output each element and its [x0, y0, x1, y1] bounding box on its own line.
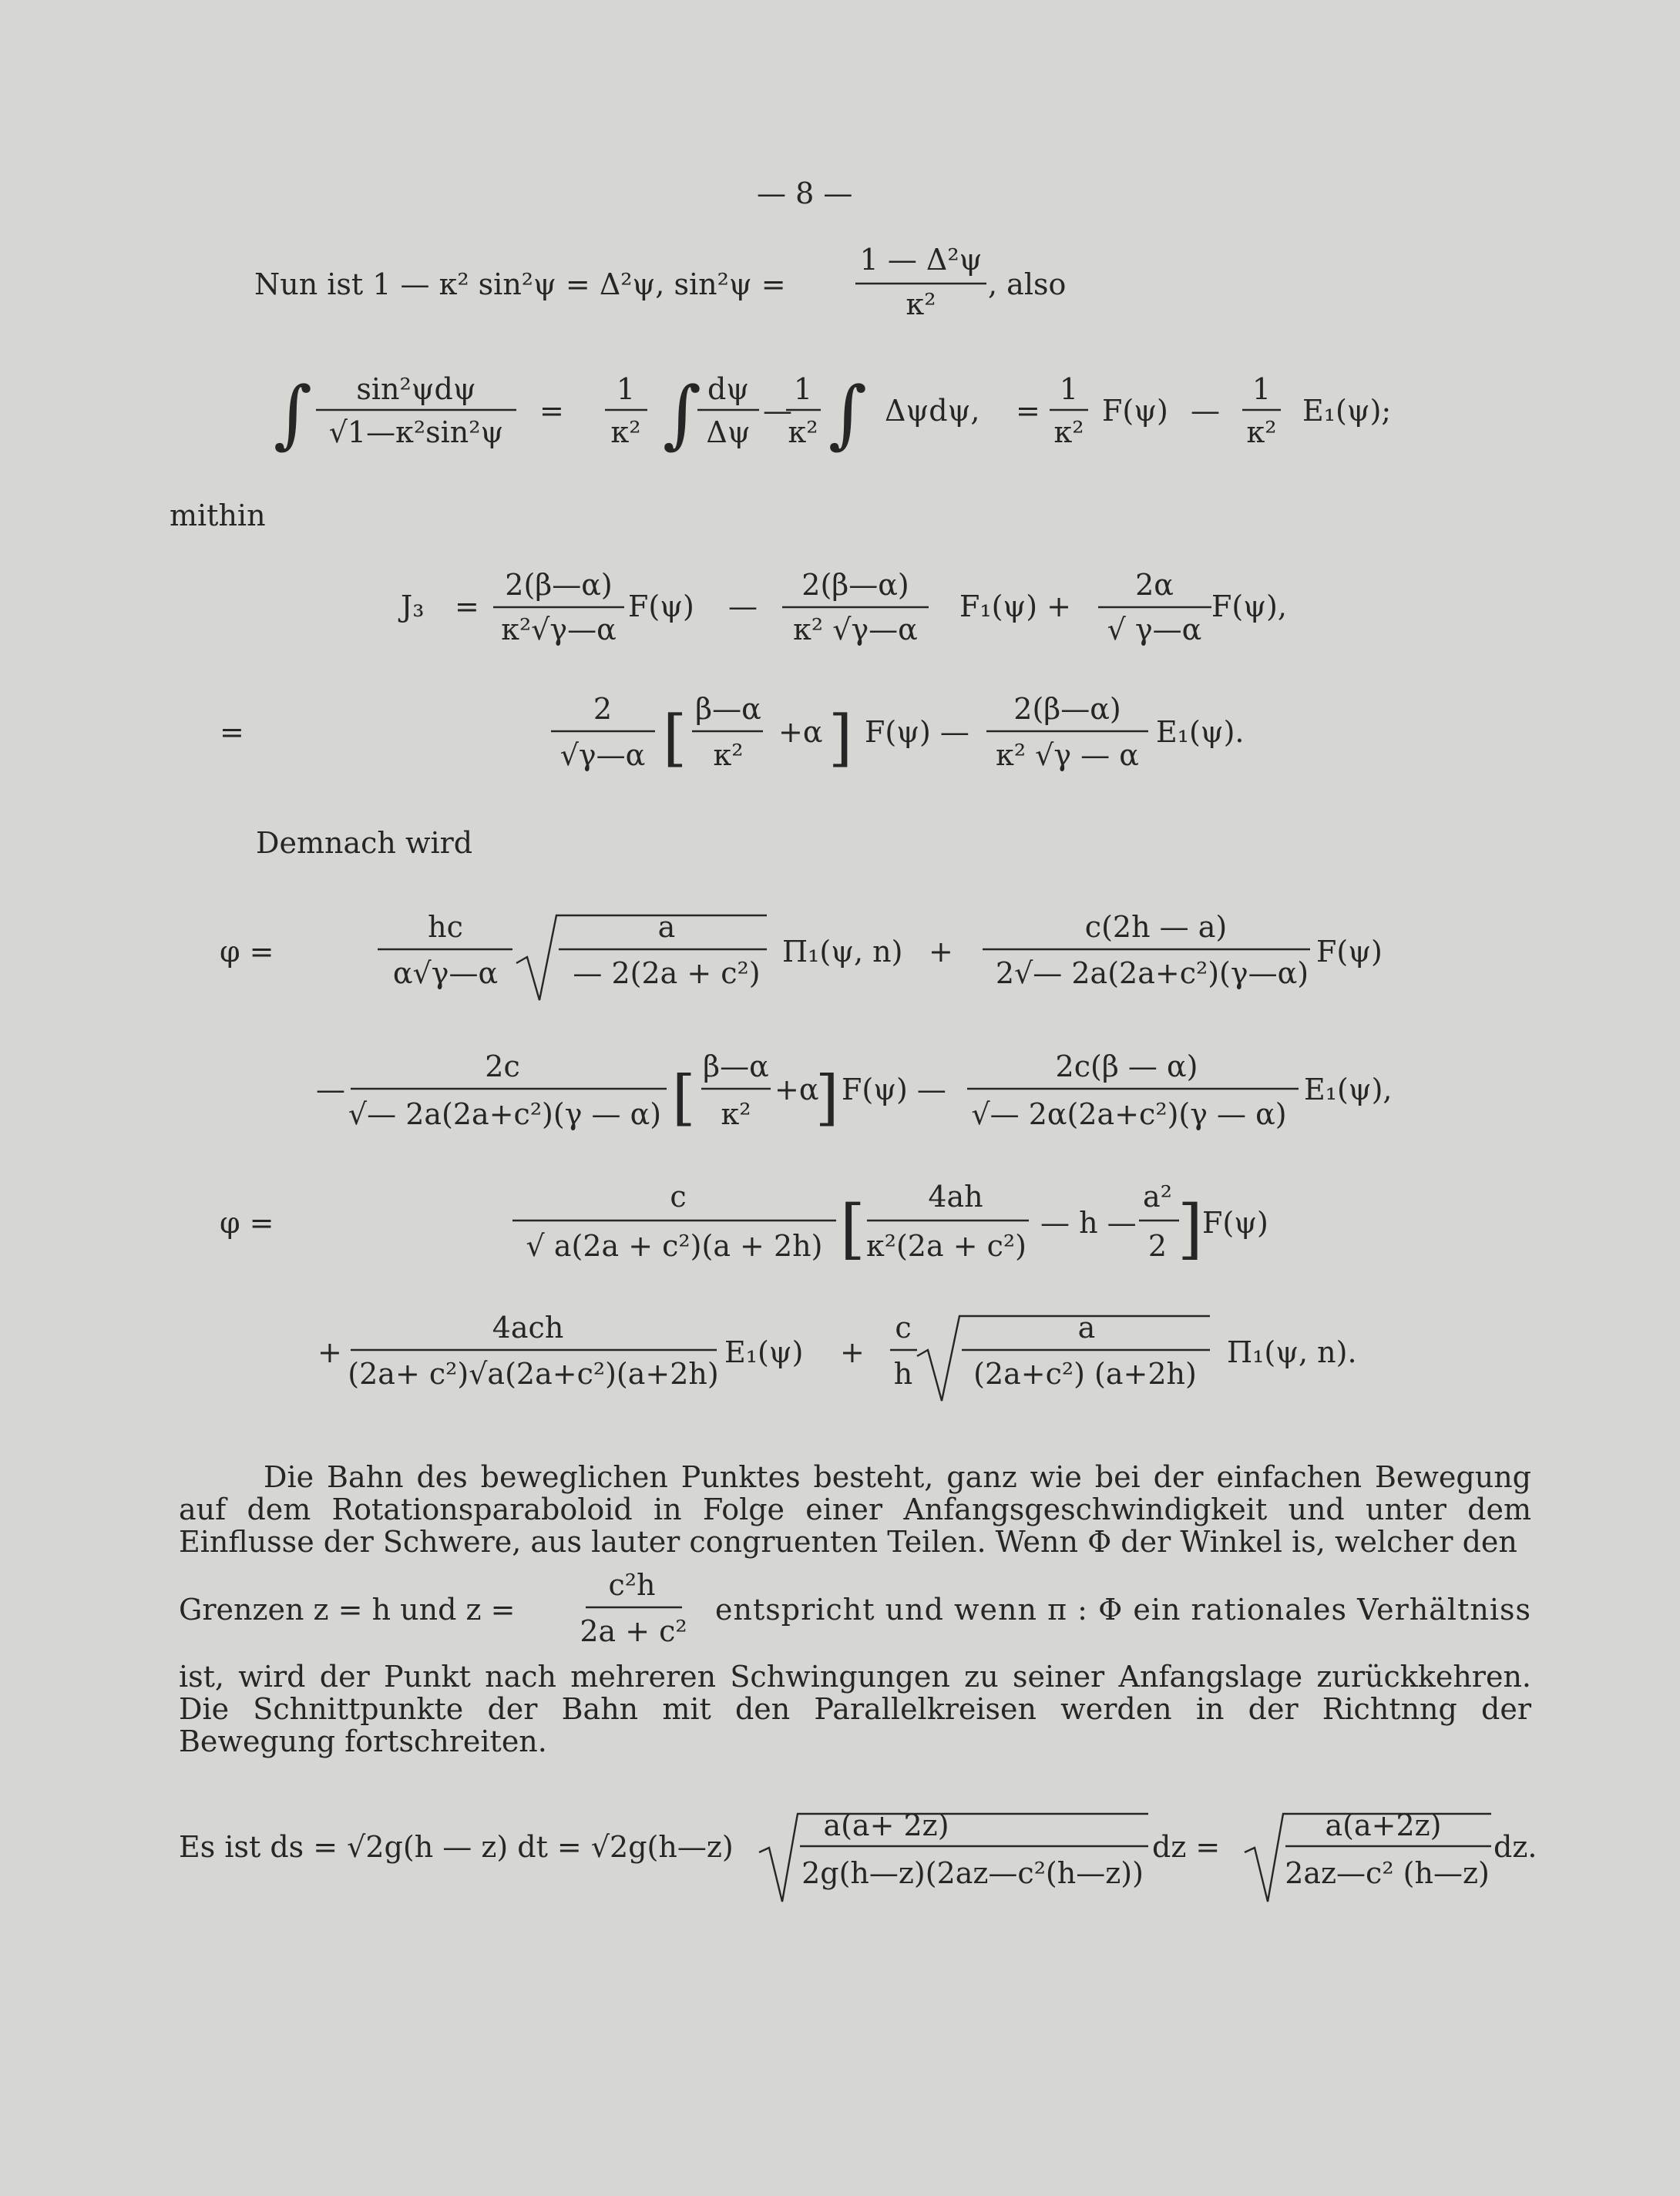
- grenzen-line: [0, 1564, 1680, 1657]
- formula-phi-2-continued: [0, 1302, 1680, 1410]
- phi1-t2: F(ψ): [1316, 935, 1383, 969]
- j3-f2-num: 2(β—α): [801, 568, 909, 602]
- j3-f2-tail: F₁(ψ) +: [959, 589, 1071, 623]
- j3-svg: [0, 562, 1680, 663]
- integral-sign-2: ∫: [663, 371, 702, 457]
- j3-f1-num: 2(β—α): [505, 568, 613, 602]
- ds-mid: dz =: [1152, 1830, 1221, 1864]
- word-mithin: mithin: [170, 499, 266, 532]
- phi2-f2-num: 4ah: [928, 1180, 983, 1214]
- phi2b-f2-num: c: [895, 1311, 912, 1345]
- phi2-lbracket: [: [840, 1191, 865, 1267]
- phi1b-f1-den: √— 2a(2a+c²)(γ — α): [348, 1097, 662, 1131]
- phi1b-svg: [0, 1044, 1680, 1144]
- j3b-svg: [0, 682, 1680, 790]
- intro-lead: Nun ist 1 — κ² sin²ψ = Δ²ψ, sin²ψ =: [254, 267, 786, 301]
- phi1-f1-num: hc: [428, 910, 463, 944]
- formula-phi-1: [0, 902, 1680, 1009]
- phi1b-inner-num: β—α: [703, 1049, 769, 1083]
- j3-f3-den: √ γ—α: [1107, 613, 1202, 646]
- phi1-sqrt-den: — 2(2a + c²): [573, 956, 761, 990]
- integral-c2-num: 1: [793, 372, 813, 406]
- phi2-f3-num: a²: [1143, 1180, 1172, 1214]
- grenzen-frac-num: c²h: [608, 1568, 656, 1602]
- integral-minus: —: [763, 394, 792, 428]
- ds-tail: dz.: [1494, 1830, 1537, 1864]
- formula-ds: [0, 1803, 1680, 1911]
- phi1-t1: Π₁(ψ, n): [782, 935, 903, 969]
- grenzen-tail: entspricht und wenn π : Φ ein rationales Verhältniss: [715, 1593, 1530, 1627]
- phi1-f2-num: c(2h — a): [1084, 910, 1228, 944]
- intro-frac-num: 1 — Δ²ψ: [859, 243, 983, 277]
- phi1b-f1-num: 2c: [485, 1049, 520, 1083]
- phi2b-f1-den: (2a+ c²)√a(2a+c²)(a+2h): [348, 1357, 719, 1391]
- integral-eq2: =: [1016, 394, 1040, 428]
- ds-sqrt1-den: 2g(h—z)(2az—c²(h—z)): [801, 1856, 1144, 1890]
- phi1-f2-den: 2√— 2a(2a+c²)(γ—α): [995, 956, 1309, 990]
- ds-sqrt1-num: a(a+ 2z): [823, 1808, 949, 1842]
- integral-t1: F(ψ): [1102, 394, 1168, 428]
- phi1b-t1: F(ψ) —: [842, 1073, 946, 1106]
- j3b-lbracket: [: [663, 702, 687, 774]
- ds-sqrt2-den: 2az—c² (h—z): [1285, 1856, 1490, 1890]
- phi2b-sqrt-den: (2a+c²) (a+2h): [973, 1357, 1197, 1391]
- formula-integral: [0, 362, 1680, 470]
- phi1b-inner-tail: +α: [774, 1073, 819, 1106]
- phi1-sqrt-num: a: [657, 910, 676, 944]
- formula-phi-2: [0, 1171, 1680, 1279]
- j3-f2-den: κ² √γ—α: [793, 613, 918, 646]
- j3b-tail: F(ψ) —: [865, 715, 969, 749]
- phi2-t1: F(ψ): [1202, 1206, 1268, 1240]
- intro-svg: [0, 243, 1680, 331]
- j3-f1-tail: F(ψ): [628, 589, 694, 623]
- integral-i2-den: Δψ: [706, 415, 751, 449]
- phi2-f1-num: c: [670, 1180, 687, 1214]
- integral-sign-1: ∫: [274, 371, 313, 457]
- formula-j3: [0, 562, 1680, 663]
- phi2b-t1: E₁(ψ): [724, 1335, 804, 1369]
- integral-i2-num: dψ: [707, 372, 750, 406]
- formula-j3-continued: [0, 682, 1680, 790]
- integral-c3-num: 1: [1059, 372, 1079, 406]
- intro-tail: , also: [988, 267, 1067, 301]
- phi1b-rbracket: ]: [815, 1063, 839, 1133]
- phi2b-sqrt-num: a: [1077, 1311, 1096, 1345]
- integral-t2: E₁(ψ);: [1302, 394, 1392, 428]
- j3b-f2-num: 2(β—α): [1013, 692, 1121, 726]
- integral-c2-den: κ²: [788, 415, 818, 449]
- phi1b-inner-den: κ²: [721, 1097, 751, 1131]
- integral-i3: Δψdψ,: [885, 394, 980, 428]
- phi2b-plus2: +: [840, 1335, 865, 1369]
- grenzen-lead: Grenzen z = h und z =: [179, 1593, 516, 1627]
- phi2b-svg: [0, 1302, 1680, 1410]
- integral-eq: =: [539, 394, 564, 428]
- phi1b-f2-num: 2c(β — α): [1055, 1049, 1198, 1083]
- phi2-rbracket: ]: [1178, 1191, 1203, 1267]
- ds-lead: Es ist ds = √2g(h — z) dt = √2g(h—z): [179, 1830, 734, 1864]
- j3b-f2-tail: E₁(ψ).: [1156, 715, 1245, 749]
- phi1-f1-den: α√γ—α: [392, 956, 499, 990]
- ds-svg: [0, 1803, 1680, 1911]
- grenzen-frac-den: 2a + c²: [580, 1614, 687, 1648]
- phi1-lhs: φ =: [220, 935, 274, 969]
- integral-minus2: —: [1191, 394, 1220, 428]
- j3b-inner-den: κ²: [713, 738, 744, 772]
- integral-lhs-den: √1—κ²sin²ψ: [328, 415, 504, 449]
- page-number: — 8 —: [757, 176, 853, 210]
- j3b-f2-den: κ² √γ — α: [996, 738, 1139, 772]
- j3-f3-tail: F(ψ),: [1211, 589, 1287, 623]
- phi1-svg: [0, 902, 1680, 1009]
- j3b-inner-num: β—α: [695, 692, 761, 726]
- phi2b-f2-den: h: [893, 1357, 913, 1391]
- grenzen-svg: [0, 1564, 1680, 1657]
- integral-c4-num: 1: [1252, 372, 1272, 406]
- j3b-inner-tail: +α: [778, 715, 823, 749]
- j3-eq: =: [455, 589, 479, 623]
- j3-minus: —: [728, 589, 758, 623]
- integral-c1-den: κ²: [610, 415, 641, 449]
- intro-line: [0, 243, 1680, 331]
- integral-svg: [0, 362, 1680, 470]
- integral-c1-num: 1: [616, 372, 636, 406]
- formula-phi-1-continued: [0, 1044, 1680, 1144]
- phi2-f3-den: 2: [1147, 1229, 1168, 1263]
- j3b-f1-num: 2: [593, 692, 613, 726]
- phi1b-minus: —: [316, 1073, 345, 1106]
- phi2b-t2: Π₁(ψ, n).: [1227, 1335, 1357, 1369]
- phi2-f1-den: √ a(2a + c²)(a + 2h): [526, 1229, 823, 1263]
- phi2-f2-den: κ²(2a + c²): [866, 1229, 1026, 1263]
- ds-sqrt2-num: a(a+2z): [1325, 1808, 1442, 1842]
- integral-sign-3: ∫: [828, 371, 868, 457]
- j3b-rbracket: ]: [828, 702, 853, 774]
- paragraph-bahn: Die Bahn des beweglichen Punktes besteht, ganz wie bei der einfachen Bewegung auf dem Rotationsparaboloid in Folge einer Anfangsgeschwindigkeit und unter dem Einflusse der Schwere, aus lauter congruenten Teilen. Wenn Φ der Winkel is, welcher den: [179, 1460, 1531, 1559]
- paragraph-schwingungen: ist, wird der Punkt nach mehreren Schwingungen zu seiner Anfangslage zurückkehren. Die Schnittpunkte der Bahn mit den Parallelkreisen werden in der Richtnng der Bewegung fortschreiten.: [179, 1660, 1531, 1758]
- phi2-mid: — h —: [1040, 1206, 1137, 1240]
- integral-lhs-num: sin²ψdψ: [356, 372, 476, 406]
- phi1b-f2-den: √— 2α(2a+c²)(γ — α): [971, 1097, 1287, 1131]
- integral-c4-den: κ²: [1246, 415, 1277, 449]
- phrase-demnach-wird: Demnach wird: [256, 826, 473, 860]
- intro-frac-den: κ²: [906, 287, 936, 321]
- j3-f1-den: κ²√γ—α: [501, 613, 617, 646]
- j3b-f1-den: √γ—α: [559, 738, 646, 772]
- j3-lhs: J₃: [401, 589, 425, 623]
- phi2-svg: [0, 1171, 1680, 1279]
- phi2-lhs: φ =: [220, 1206, 274, 1240]
- j3-f3-num: 2α: [1135, 568, 1174, 602]
- phi1b-t2: E₁(ψ),: [1304, 1073, 1393, 1106]
- j3b-eq: =: [220, 715, 244, 749]
- phi2b-f1-num: 4ach: [492, 1311, 564, 1345]
- phi1-plus: +: [929, 935, 953, 969]
- phi1b-lbracket: [: [672, 1063, 696, 1133]
- integral-c3-den: κ²: [1053, 415, 1084, 449]
- phi2b-plus: +: [318, 1335, 342, 1369]
